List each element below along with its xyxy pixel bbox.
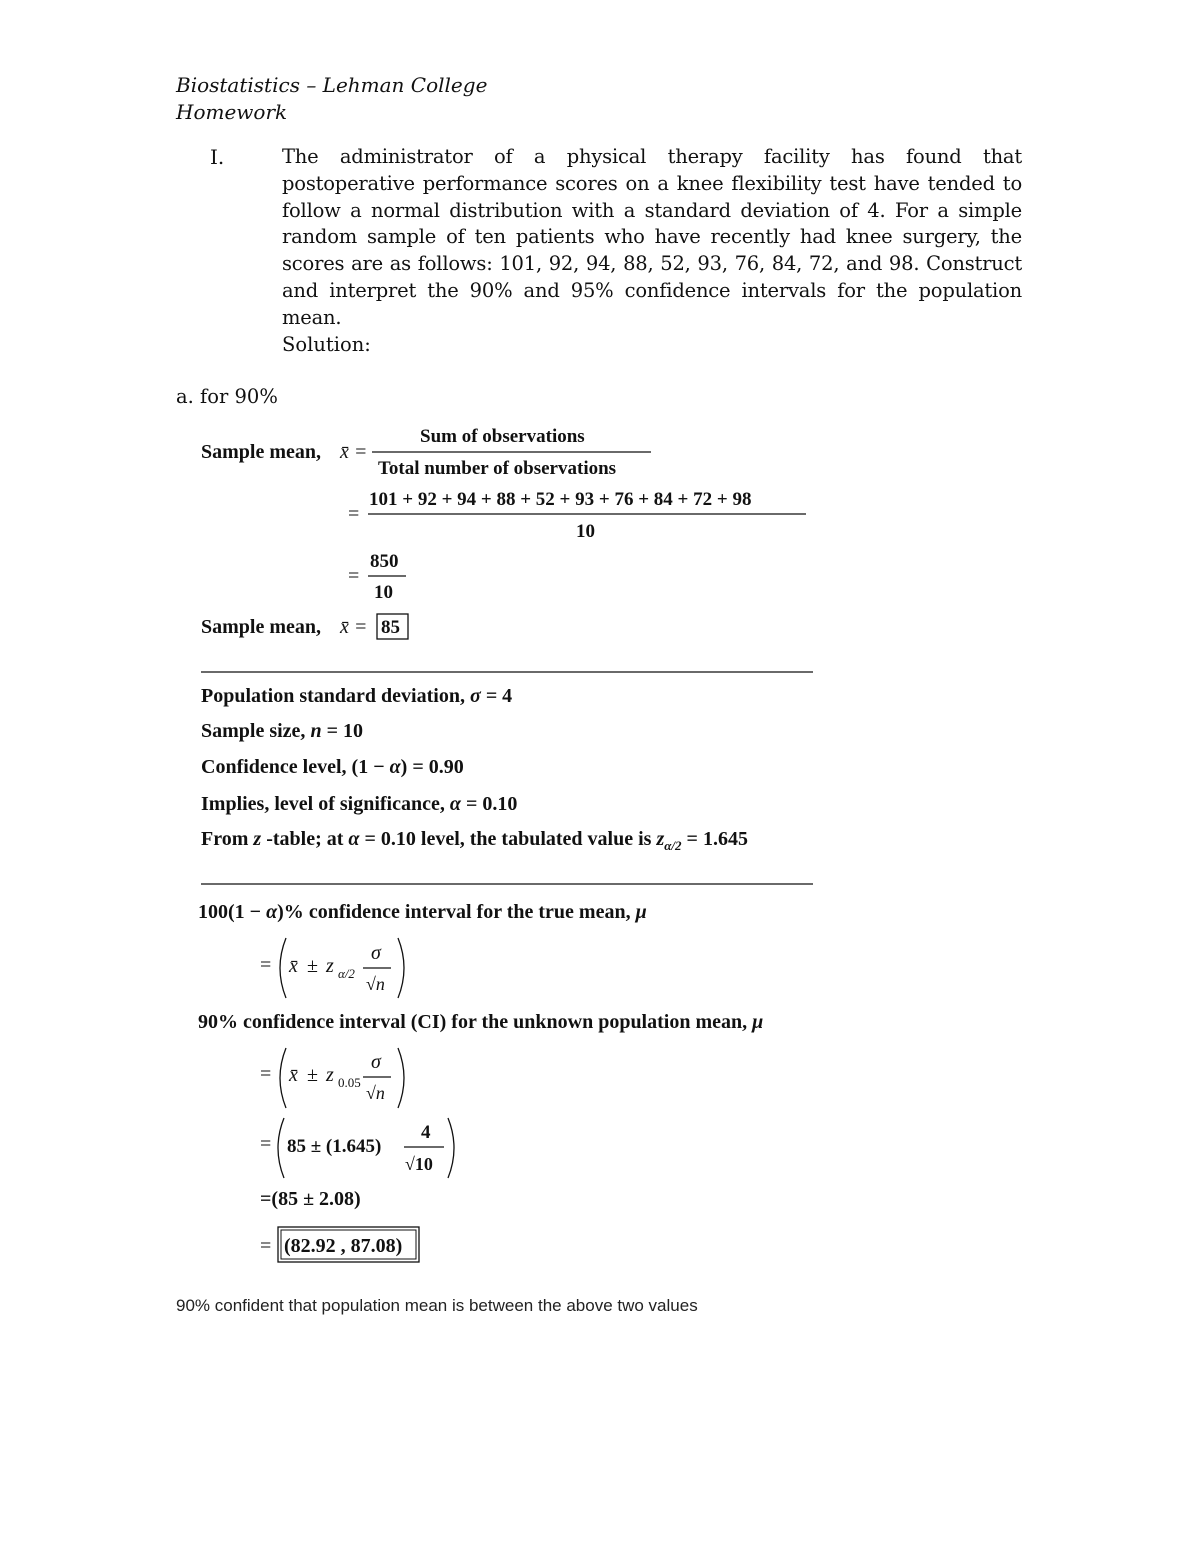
mean-label: Sample mean, <box>201 616 321 638</box>
step-sigma: 4 <box>421 1122 431 1143</box>
mean-result: 85 <box>381 617 400 638</box>
ci-upper: 87.08 <box>350 1235 396 1257</box>
svg-text:=: = <box>260 1133 272 1155</box>
svg-text:(82.92 , 87.08): (82.92 , 87.08) <box>284 1235 403 1257</box>
svg-text:=: = <box>260 1063 272 1085</box>
alpha-value: 0.10 <box>482 793 518 815</box>
svg-text:σ: σ <box>371 1051 381 1073</box>
mean-numerator: Sum of observations <box>420 428 585 447</box>
margin-value: 2.08 <box>319 1188 355 1210</box>
sigma-label: Population standard deviation, <box>201 685 465 707</box>
alpha-value: 0.10 <box>380 828 416 850</box>
svg-text:Population standard deviation,: Population standard deviation, σ = 4 <box>201 685 513 707</box>
conclusion-text: 90% confident that population mean is between the above two values <box>176 1296 698 1315</box>
svg-text:85 ± (1.645): 85 ± (1.645) <box>287 1136 382 1157</box>
svg-text:Sample size, n = 10: Sample size, n = 10 <box>201 720 363 742</box>
svg-text:Implies, level of significance: Implies, level of significance, α = 0.10 <box>201 793 518 815</box>
ci-specific-label2: for the unknown population mean, <box>451 1011 748 1033</box>
svg-text:±: ± <box>307 955 318 977</box>
svg-text:z: z <box>326 1064 334 1086</box>
z-label-mid2: level, the tabulated value is <box>420 828 652 850</box>
alpha-label: Implies, level of significance, <box>201 793 445 815</box>
conf-value: 0.90 <box>428 756 464 778</box>
sample-size-value: 10 <box>342 720 363 742</box>
n-value: 10 <box>374 582 393 603</box>
paren-right <box>398 938 404 998</box>
mean-denominator: Total number of observations <box>378 458 617 479</box>
equals-sign: = <box>348 503 360 525</box>
mean-label: Sample mean, <box>201 441 321 463</box>
equals-sign: = <box>348 565 360 587</box>
svg-text:x̄: x̄ <box>289 955 298 977</box>
step-mean: 85 <box>287 1136 306 1157</box>
svg-text:√n: √n <box>366 974 385 994</box>
part-label: a. for 90% <box>176 385 278 408</box>
z-value: 1.645 <box>702 828 748 850</box>
xbar-symbol: x̄ = <box>340 616 368 638</box>
sum-value: 850 <box>370 551 399 572</box>
svg-text:=(85 ± 2.08): =(85 ± 2.08) <box>260 1188 361 1210</box>
svg-text:√n: √n <box>366 1083 385 1103</box>
svg-text:=: = <box>260 1235 272 1257</box>
z-label-mid: -table; at <box>266 828 344 850</box>
z-subscript: 0.05 <box>338 1075 361 1090</box>
svg-text:=: = <box>260 954 272 976</box>
svg-text:90% confidence interval: 90% confidence interval (CI) for the unknown population mean, μ <box>198 1011 764 1033</box>
conf-label: Confidence level, <box>201 756 347 778</box>
ci-specific-label: confidence interval <box>243 1011 406 1033</box>
course-title: Biostatistics – Lehman College <box>176 73 488 97</box>
svg-text:√10: √10 <box>405 1154 433 1174</box>
step-mean: 85 <box>278 1188 299 1210</box>
assignment-title: Homework <box>176 100 288 124</box>
sigma-value: 4 <box>502 685 513 707</box>
svg-text:100(1 − α)% confidence in: 100(1 − α)% confidence interval for the true mean, μ <box>198 901 647 923</box>
svg-text:z: z <box>326 955 334 977</box>
svg-text:α/2: α/2 <box>338 966 355 981</box>
svg-text:Confidence level, (1 − α): Confidence level, (1 − α) = 0.90 <box>201 756 464 778</box>
n-label: Sample size, <box>201 720 306 742</box>
step-z: 1.645 <box>332 1136 376 1157</box>
svg-text:±: ± <box>307 1064 318 1086</box>
ci-general-label: confidence interval for the true mean, <box>308 901 631 923</box>
ci-lower: 82.92 <box>290 1235 336 1257</box>
sum-denominator: 10 <box>576 521 595 542</box>
solution-working <box>176 428 826 1273</box>
paren-left <box>280 938 286 998</box>
sum-expression: 101 + 92 + 94 + 88 + 52 + 93 + 76 + 84 + 72 + 98 <box>369 489 752 510</box>
xbar-symbol: x̄ = <box>340 441 368 463</box>
problem-text: The administrator of a physical therapy facility has found that postoperative performance scores on a knee flexibility test have tended to follow a normal distribution with a standard deviation of 4. For a simple random sample of ten patients who have recently had knee surgery, the scores are as follows: 101, 92, 94, 88, 52, 93, 76, 84, 72, and 98. Construct and interpret the 90% and 95% confidence intervals for the population mean. <box>282 145 1022 329</box>
solution-label: Solution: <box>282 333 371 356</box>
svg-text:From z -table; at: From z -table; at α = 0.10 level, the tabulated value is $z_{\alpha/2}$ = 1.645 <box>201 828 748 853</box>
step-sqrt: 10 <box>414 1154 433 1174</box>
svg-text:x̄: x̄ <box>289 1064 298 1086</box>
svg-text:σ: σ <box>371 942 381 964</box>
z-label-prefix: From <box>201 828 249 850</box>
problem-number: I. <box>210 145 225 169</box>
